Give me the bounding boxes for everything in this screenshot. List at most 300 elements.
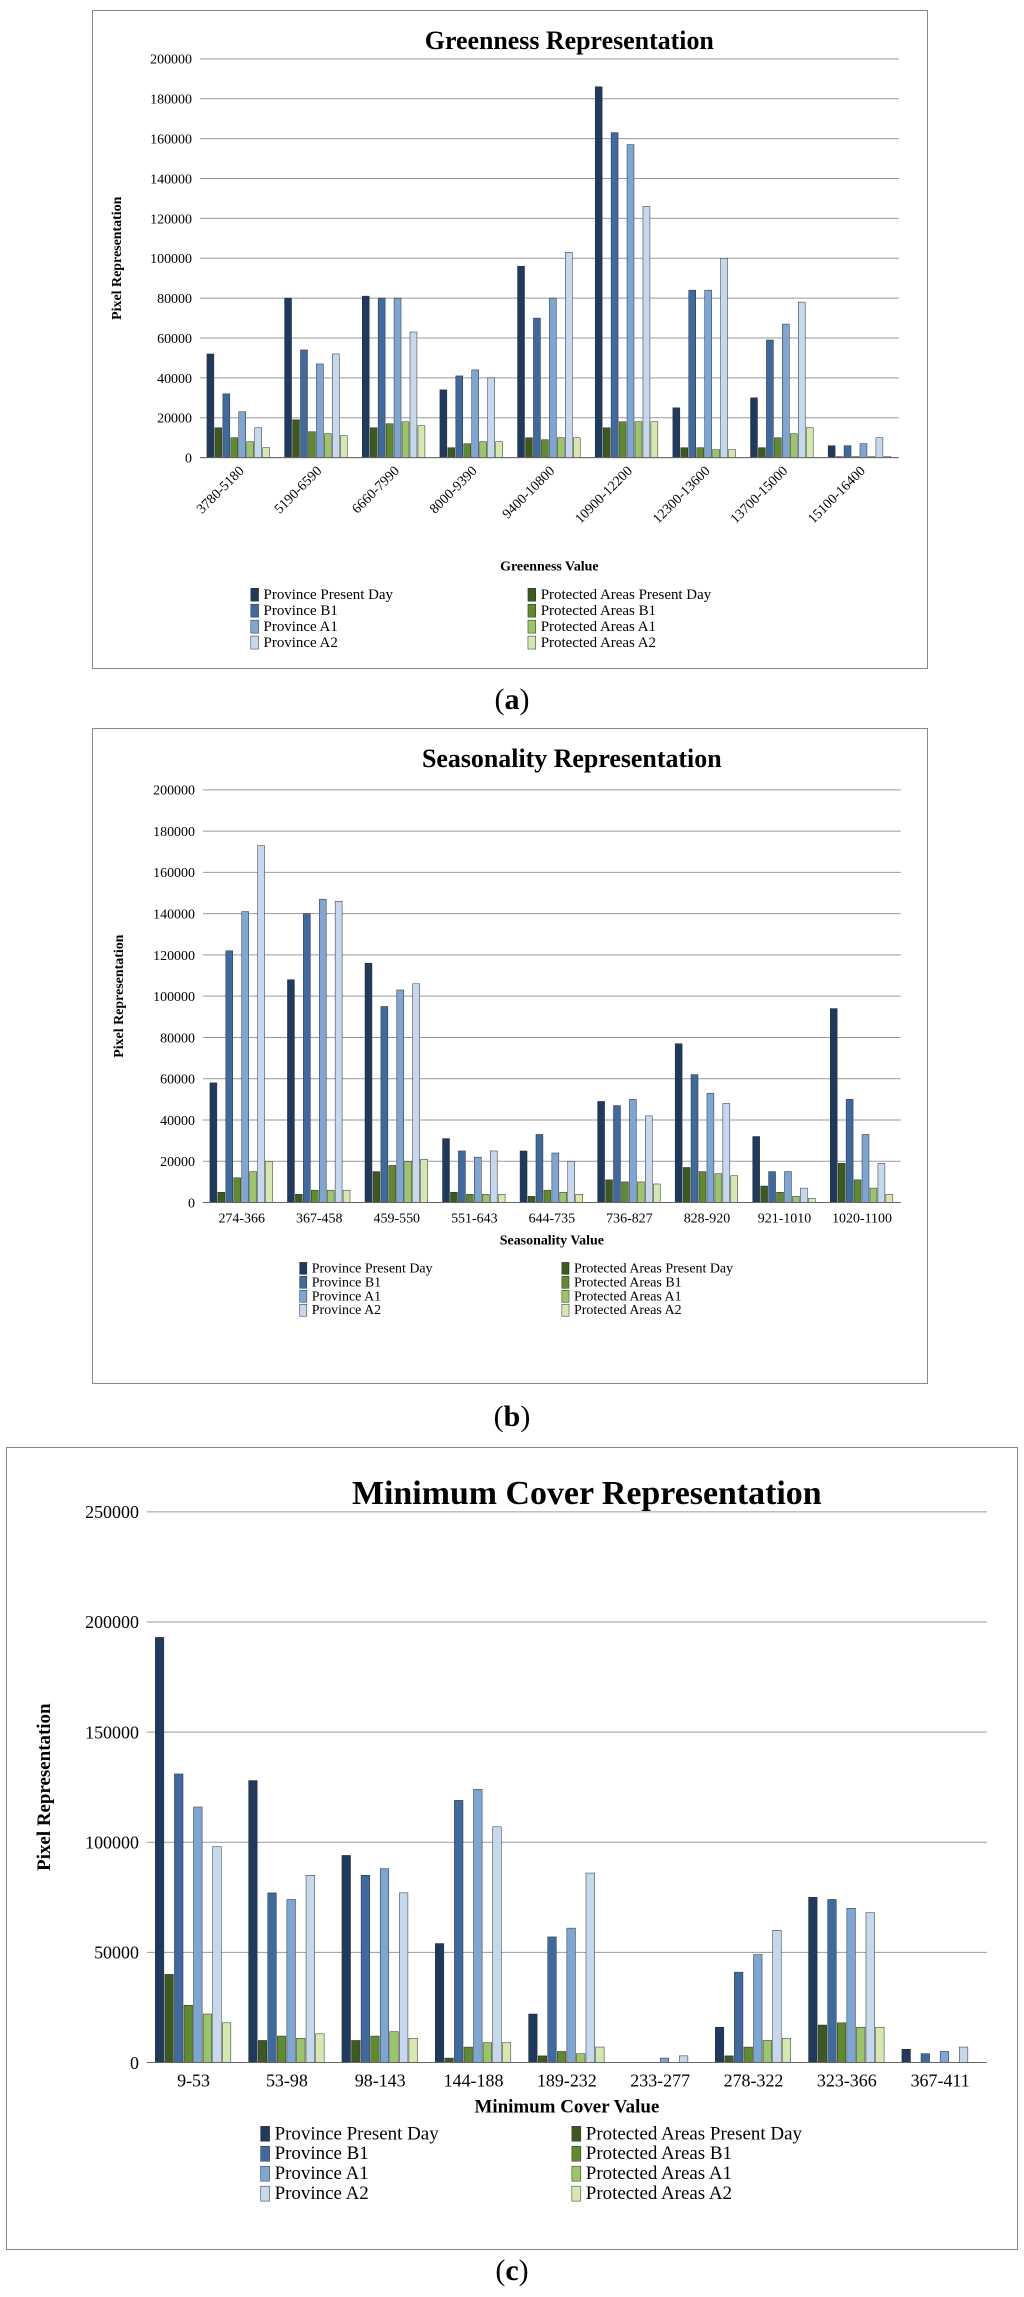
minimum-cover-x-tick-label: 53-98 bbox=[265, 2070, 308, 2091]
minimum-cover-x-tick-label: 233-277 bbox=[630, 2070, 691, 2091]
seasonality-bar bbox=[699, 1172, 706, 1203]
seasonality-y-tick-label: 120000 bbox=[153, 948, 195, 964]
greenness-legend-label: Protected Areas A2 bbox=[540, 635, 657, 652]
greenness-bar bbox=[758, 448, 765, 458]
seasonality-x-tick-label: 459-550 bbox=[373, 1211, 421, 1227]
greenness-x-tick-label: 6660-7990 bbox=[349, 463, 403, 518]
greenness-bar bbox=[689, 290, 696, 457]
seasonality-bar bbox=[311, 1190, 318, 1202]
minimum-cover-bar bbox=[548, 1937, 557, 2063]
seasonality-legend-swatch bbox=[562, 1262, 569, 1274]
seasonality-y-tick-label: 140000 bbox=[153, 907, 195, 923]
minimum-cover-bar bbox=[538, 2056, 547, 2063]
greenness-bar bbox=[876, 438, 883, 458]
seasonality-y-tick-label: 80000 bbox=[160, 1031, 195, 1047]
seasonality-bar bbox=[490, 1151, 497, 1203]
seasonality-bar bbox=[761, 1186, 768, 1203]
minimum-cover-bar bbox=[474, 1789, 483, 2062]
greenness-bar bbox=[860, 444, 867, 458]
seasonality-bar bbox=[443, 1139, 450, 1203]
minimum-cover-bar bbox=[679, 2056, 688, 2063]
greenness-chart bbox=[93, 11, 927, 668]
greenness-x-tick-label: 3780-5180 bbox=[194, 463, 248, 518]
minimum-cover-bar bbox=[529, 2014, 538, 2062]
caption-a: (a) bbox=[494, 683, 530, 716]
greenness-y-tick-label: 200000 bbox=[150, 52, 192, 68]
seasonality-legend-swatch bbox=[300, 1304, 307, 1316]
minimum-cover-bar bbox=[493, 1827, 502, 2063]
seasonality-bar bbox=[753, 1137, 760, 1203]
seasonality-bar bbox=[683, 1167, 690, 1202]
minimum-cover-bar bbox=[464, 2047, 473, 2062]
greenness-legend-swatch bbox=[528, 636, 536, 649]
seasonality-x-tick-label: 736-827 bbox=[606, 1211, 653, 1227]
seasonality-bar bbox=[645, 1116, 652, 1203]
minimum-cover-bar bbox=[409, 2038, 418, 2062]
minimum-cover-bar bbox=[268, 1893, 277, 2063]
seasonality-bar bbox=[792, 1196, 799, 1202]
greenness-bar bbox=[316, 364, 323, 458]
greenness-bar bbox=[207, 354, 214, 458]
seasonality-legend-label: Protected Areas Present Day bbox=[574, 1261, 734, 1277]
greenness-x-tick-label: 10900-12200 bbox=[572, 463, 636, 527]
greenness-bar bbox=[340, 436, 347, 458]
greenness-legend-swatch bbox=[251, 588, 259, 601]
greenness-x-tick-label: 13700-15000 bbox=[727, 463, 792, 527]
minimum-cover-bar bbox=[316, 2034, 325, 2063]
minimum-cover-bar bbox=[557, 2051, 566, 2062]
minimum-cover-y-tick-label: 200000 bbox=[85, 1612, 139, 1633]
seasonality-bar bbox=[560, 1192, 567, 1202]
minimum-cover-legend-label: Protected Areas B1 bbox=[585, 2143, 733, 2165]
minimum-cover-bar bbox=[567, 1928, 576, 2062]
seasonality-chart bbox=[93, 729, 927, 1383]
seasonality-bar bbox=[568, 1161, 575, 1202]
greenness-x-tick-label: 12300-13600 bbox=[650, 463, 714, 527]
greenness-bar bbox=[774, 438, 781, 458]
minimum-cover-bar bbox=[184, 2005, 193, 2062]
seasonality-legend-swatch bbox=[562, 1290, 569, 1302]
greenness-bar bbox=[370, 428, 377, 458]
seasonality-bar bbox=[536, 1134, 543, 1202]
seasonality-y-tick-label: 200000 bbox=[153, 783, 195, 799]
greenness-legend-swatch bbox=[251, 604, 259, 617]
greenness-bar bbox=[362, 296, 369, 458]
seasonality-legend-label: Protected Areas B1 bbox=[574, 1275, 682, 1291]
greenness-bar bbox=[549, 298, 556, 458]
seasonality-legend-label: Protected Areas A2 bbox=[574, 1303, 682, 1319]
greenness-legend-label: Province Present Day bbox=[263, 587, 393, 604]
greenness-bar bbox=[541, 440, 548, 458]
greenness-y-tick-label: 120000 bbox=[150, 212, 192, 228]
seasonality-bar bbox=[389, 1165, 396, 1202]
greenness-bar bbox=[751, 398, 758, 458]
greenness-legend-label: Province A2 bbox=[263, 635, 338, 652]
minimum-cover-chart bbox=[7, 1448, 1017, 2249]
seasonality-legend-label: Province Present Day bbox=[311, 1261, 433, 1277]
greenness-y-tick-label: 60000 bbox=[157, 331, 192, 347]
greenness-bar bbox=[488, 378, 495, 458]
seasonality-bar bbox=[226, 951, 233, 1203]
seasonality-bar bbox=[854, 1180, 861, 1203]
caption-a-letter: a bbox=[504, 683, 520, 716]
seasonality-bar bbox=[210, 1083, 217, 1203]
greenness-chart-panel bbox=[92, 10, 928, 669]
seasonality-legend-label: Province B1 bbox=[311, 1275, 382, 1291]
seasonality-bar bbox=[218, 1192, 225, 1202]
minimum-cover-bar bbox=[902, 2049, 911, 2062]
greenness-legend-swatch bbox=[251, 620, 259, 633]
minimum-cover-bar bbox=[576, 2054, 585, 2063]
greenness-x-tick-label: 5190-6590 bbox=[271, 463, 326, 518]
seasonality-bar bbox=[421, 1159, 428, 1202]
minimum-cover-bar bbox=[361, 1875, 370, 2062]
minimum-cover-y-tick-label: 50000 bbox=[94, 1942, 139, 1963]
greenness-bar bbox=[464, 444, 471, 458]
greenness-bar bbox=[697, 448, 704, 458]
greenness-legend-label: Protected Areas A1 bbox=[540, 619, 657, 636]
minimum-cover-legend-swatch bbox=[572, 2186, 581, 2201]
greenness-title: Greenness Representation bbox=[424, 25, 714, 55]
greenness-bar bbox=[790, 434, 797, 458]
greenness-bar bbox=[223, 394, 230, 458]
greenness-bar bbox=[386, 424, 393, 458]
minimum-cover-legend-swatch bbox=[572, 2146, 581, 2161]
seasonality-bar bbox=[234, 1178, 241, 1203]
seasonality-legend-swatch bbox=[300, 1290, 307, 1302]
seasonality-bar bbox=[458, 1151, 465, 1203]
minimum-cover-bar bbox=[213, 1847, 222, 2063]
greenness-y-axis-label: Pixel Representation bbox=[110, 196, 126, 320]
seasonality-bar bbox=[886, 1194, 893, 1202]
minimum-cover-bar bbox=[773, 1930, 782, 2062]
greenness-bar bbox=[673, 408, 680, 458]
greenness-bar bbox=[239, 412, 246, 458]
seasonality-bar bbox=[878, 1163, 885, 1202]
seasonality-x-tick-label: 551-643 bbox=[451, 1211, 498, 1227]
greenness-legend-swatch bbox=[528, 588, 536, 601]
minimum-cover-bar bbox=[502, 2043, 511, 2063]
seasonality-bar bbox=[343, 1190, 350, 1202]
minimum-cover-bar bbox=[399, 1893, 408, 2063]
minimum-cover-bar bbox=[866, 1913, 875, 2063]
minimum-cover-x-tick-label: 323-366 bbox=[816, 2070, 877, 2091]
seasonality-y-tick-label: 180000 bbox=[153, 824, 195, 840]
seasonality-bar bbox=[482, 1194, 489, 1202]
minimum-cover-bar bbox=[715, 2027, 724, 2062]
minimum-cover-bar bbox=[249, 1781, 258, 2063]
greenness-x-tick-label: 9400-10800 bbox=[499, 463, 559, 523]
seasonality-bar bbox=[800, 1188, 807, 1202]
seasonality-y-tick-label: 100000 bbox=[153, 990, 195, 1006]
seasonality-legend-swatch bbox=[562, 1276, 569, 1288]
greenness-bar bbox=[332, 354, 339, 458]
seasonality-bar bbox=[715, 1174, 722, 1203]
seasonality-bar bbox=[303, 914, 310, 1203]
greenness-y-tick-label: 100000 bbox=[150, 252, 192, 268]
seasonality-bar bbox=[450, 1192, 457, 1202]
seasonality-legend-label: Protected Areas A1 bbox=[574, 1289, 682, 1305]
minimum-cover-bar bbox=[754, 1955, 763, 2063]
minimum-cover-bar bbox=[660, 2058, 669, 2062]
greenness-bar bbox=[533, 318, 540, 458]
seasonality-bar bbox=[405, 1161, 412, 1202]
greenness-bar bbox=[518, 266, 525, 457]
greenness-bar bbox=[324, 434, 331, 458]
seasonality-y-tick-label: 160000 bbox=[153, 866, 195, 882]
greenness-bar bbox=[627, 145, 634, 458]
greenness-bar bbox=[565, 252, 572, 457]
greenness-legend-label: Province A1 bbox=[263, 619, 338, 636]
seasonality-x-tick-label: 921-1010 bbox=[757, 1211, 812, 1227]
caption-c-letter: c bbox=[505, 2254, 519, 2287]
greenness-bar bbox=[557, 438, 564, 458]
greenness-bar bbox=[651, 422, 658, 458]
minimum-cover-bar bbox=[380, 1869, 389, 2063]
greenness-bar bbox=[595, 87, 602, 458]
minimum-cover-x-tick-label: 98-143 bbox=[354, 2070, 406, 2091]
seasonality-x-tick-label: 274-366 bbox=[218, 1211, 265, 1227]
seasonality-y-tick-label: 20000 bbox=[160, 1155, 195, 1171]
seasonality-bar bbox=[598, 1101, 605, 1202]
minimum-cover-bar bbox=[194, 1807, 203, 2062]
greenness-bar bbox=[611, 133, 618, 458]
minimum-cover-x-tick-label: 278-322 bbox=[723, 2070, 784, 2091]
minimum-cover-bar bbox=[876, 2027, 885, 2062]
minimum-cover-legend-label: Protected Areas A2 bbox=[585, 2183, 733, 2205]
greenness-bar bbox=[448, 448, 455, 458]
minimum-cover-x-axis-label: Minimum Cover Value bbox=[474, 2096, 660, 2118]
minimum-cover-legend-swatch bbox=[572, 2166, 581, 2181]
minimum-cover-bar bbox=[744, 2047, 753, 2062]
seasonality-bar bbox=[258, 846, 265, 1203]
greenness-bar bbox=[410, 332, 417, 458]
minimum-cover-bar bbox=[940, 2051, 949, 2062]
minimum-cover-bar bbox=[258, 2040, 267, 2062]
greenness-bar bbox=[456, 376, 463, 458]
minimum-cover-bar bbox=[155, 1637, 164, 2062]
seasonality-bar bbox=[576, 1194, 583, 1202]
minimum-cover-bar bbox=[921, 2054, 930, 2063]
minimum-cover-bar bbox=[828, 1899, 837, 2062]
greenness-bar bbox=[806, 428, 813, 458]
seasonality-legend-label: Province A2 bbox=[311, 1303, 382, 1319]
minimum-cover-bar bbox=[165, 1974, 174, 2062]
seasonality-y-tick-label: 60000 bbox=[160, 1072, 195, 1088]
minimum-cover-bar bbox=[734, 1972, 743, 2062]
caption-b-letter: b bbox=[503, 1400, 521, 1433]
greenness-bar bbox=[828, 446, 835, 458]
greenness-bar bbox=[215, 428, 222, 458]
minimum-cover-bar bbox=[782, 2038, 791, 2062]
seasonality-bar bbox=[250, 1172, 257, 1203]
greenness-bar bbox=[705, 290, 712, 457]
seasonality-bar bbox=[295, 1194, 302, 1202]
minimum-cover-bar bbox=[203, 2014, 212, 2062]
greenness-bar bbox=[378, 298, 385, 458]
seasonality-title: Seasonality Representation bbox=[422, 743, 722, 773]
minimum-cover-legend-label: Province B1 bbox=[274, 2143, 369, 2165]
seasonality-bar bbox=[365, 963, 372, 1202]
minimum-cover-bar bbox=[959, 2047, 968, 2062]
seasonality-bar bbox=[520, 1151, 527, 1203]
minimum-cover-bar bbox=[435, 1944, 444, 2063]
minimum-cover-bar bbox=[725, 2056, 734, 2063]
greenness-legend-swatch bbox=[528, 604, 536, 617]
greenness-bar bbox=[729, 450, 736, 458]
minimum-cover-y-tick-label: 0 bbox=[129, 2052, 139, 2073]
minimum-cover-bar bbox=[818, 2025, 827, 2062]
seasonality-bar bbox=[707, 1093, 714, 1202]
minimum-cover-bar bbox=[763, 2040, 772, 2062]
minimum-cover-bar bbox=[837, 2023, 846, 2063]
greenness-x-tick-label: 15100-16400 bbox=[805, 463, 869, 527]
greenness-legend-swatch bbox=[528, 620, 536, 633]
minimum-cover-x-tick-label: 144-188 bbox=[443, 2070, 504, 2091]
seasonality-x-tick-label: 828-920 bbox=[683, 1211, 731, 1227]
greenness-bar bbox=[231, 438, 238, 458]
seasonality-bar bbox=[413, 984, 420, 1203]
greenness-y-tick-label: 0 bbox=[184, 451, 192, 467]
greenness-x-tick-label: 8000-9390 bbox=[427, 463, 481, 518]
seasonality-legend-swatch bbox=[300, 1276, 307, 1288]
minimum-cover-chart-panel bbox=[6, 1447, 1018, 2250]
minimum-cover-title: Minimum Cover Representation bbox=[352, 1474, 822, 1512]
greenness-bar bbox=[603, 428, 610, 458]
seasonality-bar bbox=[266, 1161, 273, 1202]
seasonality-bar bbox=[691, 1075, 698, 1203]
greenness-bar bbox=[308, 432, 315, 458]
greenness-bar bbox=[247, 442, 254, 458]
minimum-cover-bar bbox=[174, 1774, 183, 2063]
greenness-legend-swatch bbox=[251, 636, 259, 649]
seasonality-bar bbox=[675, 1044, 682, 1203]
minimum-cover-bar bbox=[306, 1875, 315, 2062]
greenness-y-tick-label: 80000 bbox=[157, 292, 192, 308]
minimum-cover-legend-label: Province A2 bbox=[274, 2183, 369, 2205]
minimum-cover-bar bbox=[847, 1908, 856, 2062]
minimum-cover-y-tick-label: 150000 bbox=[85, 1722, 139, 1743]
greenness-bar bbox=[526, 438, 533, 458]
minimum-cover-legend-swatch bbox=[572, 2126, 581, 2141]
seasonality-bar bbox=[319, 899, 326, 1202]
minimum-cover-bar bbox=[445, 2058, 454, 2062]
greenness-y-tick-label: 140000 bbox=[150, 172, 192, 188]
minimum-cover-bar bbox=[352, 2040, 361, 2062]
greenness-bar bbox=[255, 428, 262, 458]
seasonality-bar bbox=[498, 1194, 505, 1202]
greenness-bar bbox=[402, 422, 409, 458]
seasonality-x-tick-label: 1020-1100 bbox=[832, 1211, 892, 1227]
seasonality-bar bbox=[870, 1188, 877, 1202]
seasonality-bar bbox=[653, 1184, 660, 1203]
greenness-bar bbox=[472, 370, 479, 458]
greenness-x-axis-label: Greenness Value bbox=[500, 559, 599, 575]
greenness-bar bbox=[713, 450, 720, 458]
greenness-y-tick-label: 180000 bbox=[150, 92, 192, 108]
seasonality-bar bbox=[474, 1157, 481, 1202]
minimum-cover-bar bbox=[296, 2038, 305, 2062]
seasonality-bar bbox=[466, 1194, 473, 1202]
seasonality-x-tick-label: 644-735 bbox=[528, 1211, 576, 1227]
seasonality-chart-panel bbox=[92, 728, 928, 1384]
greenness-bar bbox=[635, 422, 642, 458]
minimum-cover-bar bbox=[454, 1800, 463, 2062]
minimum-cover-legend-swatch bbox=[261, 2166, 270, 2181]
seasonality-legend-swatch bbox=[562, 1304, 569, 1316]
greenness-bar bbox=[480, 442, 487, 458]
seasonality-bar bbox=[629, 1099, 636, 1202]
minimum-cover-bar bbox=[390, 2032, 399, 2063]
greenness-y-tick-label: 20000 bbox=[157, 411, 192, 427]
seasonality-bar bbox=[552, 1153, 559, 1203]
minimum-cover-x-tick-label: 9-53 bbox=[177, 2070, 211, 2091]
seasonality-bar bbox=[769, 1172, 776, 1203]
greenness-bar bbox=[643, 206, 650, 457]
seasonality-bar bbox=[287, 980, 294, 1203]
seasonality-legend-label: Province A1 bbox=[311, 1289, 382, 1305]
seasonality-bar bbox=[784, 1172, 791, 1203]
minimum-cover-legend-label: Protected Areas Present Day bbox=[585, 2123, 802, 2145]
greenness-bar bbox=[681, 448, 688, 458]
greenness-bar bbox=[263, 448, 270, 458]
minimum-cover-legend-label: Protected Areas A1 bbox=[585, 2163, 733, 2185]
seasonality-bar bbox=[846, 1099, 853, 1202]
seasonality-x-axis-label: Seasonality Value bbox=[499, 1233, 604, 1249]
seasonality-bar bbox=[381, 1007, 388, 1203]
minimum-cover-y-tick-label: 250000 bbox=[85, 1502, 139, 1523]
minimum-cover-legend-label: Province Present Day bbox=[274, 2123, 439, 2145]
seasonality-x-tick-label: 367-458 bbox=[296, 1211, 343, 1227]
minimum-cover-legend-swatch bbox=[261, 2126, 270, 2141]
seasonality-bar bbox=[808, 1198, 815, 1202]
seasonality-bar bbox=[242, 912, 249, 1203]
greenness-bar bbox=[619, 422, 626, 458]
minimum-cover-bar bbox=[586, 1873, 595, 2062]
seasonality-y-axis-label: Pixel Representation bbox=[112, 934, 128, 1058]
greenness-bar bbox=[301, 350, 308, 458]
seasonality-bar bbox=[327, 1190, 334, 1202]
seasonality-y-tick-label: 0 bbox=[187, 1196, 195, 1212]
greenness-bar bbox=[766, 340, 773, 458]
minimum-cover-y-axis-label: Pixel Representation bbox=[34, 1703, 56, 1871]
minimum-cover-legend-label: Province A1 bbox=[274, 2163, 369, 2185]
greenness-y-tick-label: 40000 bbox=[157, 371, 192, 387]
minimum-cover-bar bbox=[856, 2027, 865, 2062]
minimum-cover-x-tick-label: 367-411 bbox=[910, 2070, 970, 2091]
seasonality-bar bbox=[637, 1182, 644, 1203]
minimum-cover-bar bbox=[596, 2047, 605, 2062]
seasonality-bar bbox=[621, 1182, 628, 1203]
seasonality-bar bbox=[544, 1190, 551, 1202]
greenness-bar bbox=[496, 442, 503, 458]
minimum-cover-bar bbox=[277, 2036, 286, 2062]
seasonality-bar bbox=[397, 990, 404, 1203]
greenness-bar bbox=[844, 446, 851, 458]
seasonality-y-tick-label: 40000 bbox=[160, 1113, 195, 1129]
minimum-cover-bar bbox=[371, 2036, 380, 2062]
caption-b: (b) bbox=[493, 1400, 531, 1433]
seasonality-bar bbox=[723, 1103, 730, 1202]
seasonality-bar bbox=[606, 1180, 613, 1203]
minimum-cover-legend-swatch bbox=[261, 2186, 270, 2201]
greenness-bar bbox=[394, 298, 401, 458]
greenness-bar bbox=[418, 426, 425, 458]
greenness-legend-label: Province B1 bbox=[263, 603, 338, 620]
greenness-bar bbox=[573, 438, 580, 458]
greenness-y-tick-label: 160000 bbox=[150, 132, 192, 148]
greenness-bar bbox=[721, 258, 728, 457]
